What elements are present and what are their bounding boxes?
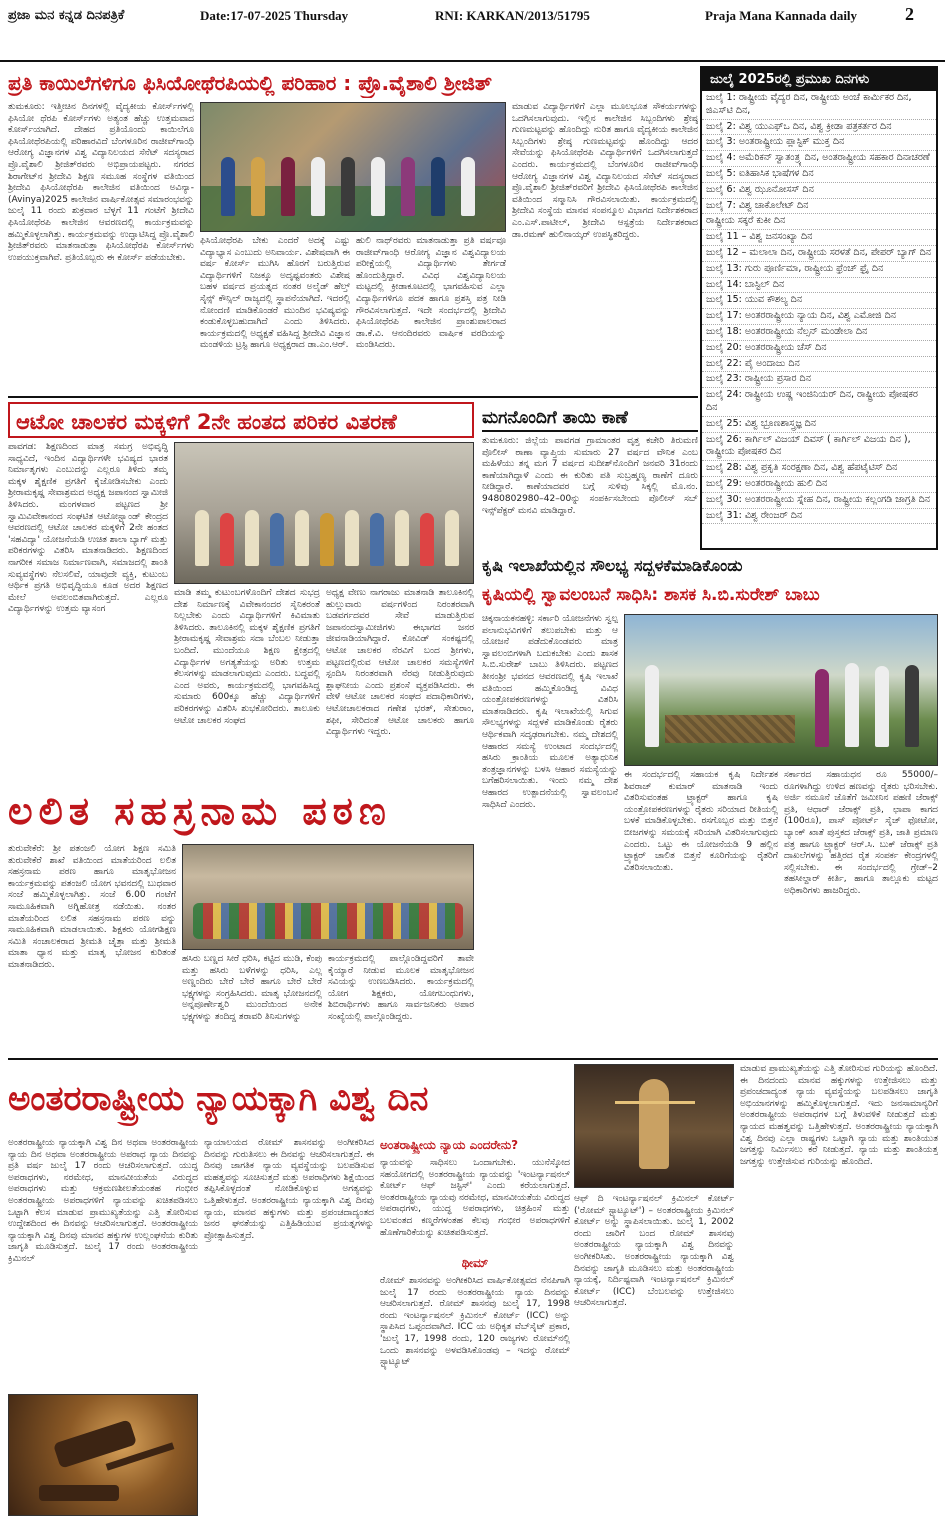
story2-column-2: ಮಾಡಿ ತಮ್ಮ ಕುಟುಂಬಗಳೊಂದಿಗೆ ದೇಶದ ಸುಭದ್ರ ದೇಶ ನಿರ್ಮಾಣಕ್ಕೆ ವಿವೇಕಾನಂದರ ಸೈನಿಕರಂತೆ ನಿಲ್ಲಬೇಕು ಎಂದು ವಿದ್ಯಾರ್ಥಿಗಳಿಗೆ ಕಿವಿಮಾತು ತಿಳಿಸಿದರು. ತಾಲೂಕಿನಲ್ಲಿ ಮಕ್ಕಳ ಶೈಕ್ಷಣಿಕ ಪ್ರಗತಿಗೆ ಶ್ರೀರಾಮಕೃಷ್ಣ ಸೇವಾಶ್ರಮ ಸದಾ ಬೆಂಬಲ ನೀಡುತ್ತಾ ಬಂದಿದೆ. ಮುಂದೆಯೂ ಶಿಕ್ಷಣ ಕ್ಷೇತ್ರದಲ್ಲಿ ವಿದ್ಯಾರ್ಥಿಗಳ ಅಗತ್ಯತೆಯನ್ನು ಅರಿತು ಉತ್ತಮ ಕೆಲಸಗಳನ್ನು ಮಾಡಲಾಗುವುದು ಎಂದರು. ಬದ್ಧವಲ್ಲಿ ಎಂದ ಅವರು, ಕಾರ್ಯಕ್ರಮದಲ್ಲಿ ಭಾಗವಹಿಸಿದ್ದ ಸುಮಾರು 600ಕ್ಕೂ ಹೆಚ್ಚು ವಿದ್ಯಾರ್ಥಿಗಳಿಗೆ ಪರಿಕರಗಳನ್ನು ವಿತರಿಸಿ ಶುಭಕೋರಿದರು. ತಾಲೂಕು ಆಟೋ ಚಾಲಕರ ಸಂಘದ xyxy=(174,588,320,726)
july-day-item: ಜುಲೈ 30: ಅಂತರರಾಷ್ಟ್ರೀಯ ಸ್ನೇಹ ದಿನ, ರಾಷ್ಟ್ರೀಯ ಕಲ್ಲಂಗಡಿ ಜಾಗ್ರತಿ ದಿನ xyxy=(702,493,936,509)
page-number: 2 xyxy=(905,4,914,24)
gavel-photo xyxy=(8,1394,198,1516)
newspaper-logo: ಪ್ರಜಾ ಮನ ಕನ್ನಡ ದಿನಪತ್ರಿಕೆ xyxy=(8,8,125,23)
july-day-item: ಜುಲೈ 23: ರಾಷ್ಟ್ರೀಯ ಪ್ರಸಾರ ದಿನ xyxy=(702,372,936,388)
july-day-item: ಜುಲೈ 25: ವಿಶ್ವ ಭ್ರೂಣಶಾಸ್ತ್ರಜ್ಞ ದಿನ xyxy=(702,417,936,433)
july-day-item: ಜುಲೈ 15: ಯುವ ಕೌಶಲ್ಯ ದಿನ xyxy=(702,293,936,309)
story5-headline: ಲಲಿತ ಸಹಸ್ರನಾಮ ಪಠಣ xyxy=(8,789,392,833)
july-day-item: ಜುಲೈ 20: ಅಂತರರಾಷ್ಟ್ರೀಯ ಚೆಸ್ ದಿನ xyxy=(702,341,936,357)
july-day-item: ಜುಲೈ 5: ಐತಿಹಾಸಿಕ ಭಾಷೆಗಳ ದಿನ xyxy=(702,167,936,183)
july-day-item: ಜುಲೈ 24: ರಾಷ್ಟ್ರೀಯ ಉಷ್ಣ ಇಂಜಿನಿಯರ್ ದಿನ, ರಾಷ್ಟ್ರೀಯ ಪೋಷಕರ ದಿನ xyxy=(702,388,936,417)
story1-column-4: ಮಾಡುವ ವಿದ್ಯಾರ್ಥಿಗಳಿಗೆ ಎಲ್ಲಾ ಮೂಲಭೂತ ಸೌಕರ್ಯಗಳನ್ನು ಒದಗಿಸಲಾಗುವುದು. ಇಲ್ಲಿನ ಕಾಲೇಜಿನ ಸಿಬ್ಬಂದಿಗಳು ಶ್ರೇಷ್ಠ ಗುಣಮಟ್ಟವನ್ನು ಹೊಂದಿದ್ದು ನುರಿತ ಹಾಗೂ ವೈದ್ಯಕೀಯ ಕಾಲೇಜಿನ ಸಿಬ್ಬಂದಿಗಳು ಶ್ರೇಷ್ಠ ಗುಣಮಟ್ಟವನ್ನು ಹೊಂದಿದ್ದು ಆದರ ಸೇವೆಯನ್ನು ಫಿಸಿಯೋಥೆರಪಿ ವಿದ್ಯಾರ್ಥಿಗಳಿಗೆ ಒದಗಿಸಲಾಗುತ್ತದೆ ಎಂದರು. ಕಾರ್ಯಕ್ರಮದಲ್ಲಿ ಬೆಂಗಳೂರಿನ ರಾಜೀವ್‌ಗಾಂಧಿ ಆರೋಗ್ಯ ವಿಜ್ಞಾನಗಳ ವಿಶ್ವ ವಿದ್ಯಾನಿಲಯದ ಸೆನೆಟ್ ಸದಸ್ಯರಾದ ಪ್ರೊ.ವೈಶಾಲಿ ಶ್ರೀಜಿತ್‌ರವರಿಗೆ ಶ್ರೀದೇವಿ ಫಿಸಿಯೋಥೆರಪಿ ಕಾಲೇಜಿನ ವತಿಯಿಂದ ಸನ್ಮಾನಿಸಿ ಗೌರವಿಸಲಾಯಿತು. ಕಾರ್ಯಕ್ರಮದಲ್ಲಿ ಶ್ರೀದೇವಿ ಸಂಸ್ಥೆಯ ಮಾನವ ಸಂಪನ್ಮೂಲ ವಿಭಾಗದ ನಿರ್ದೇಶಕರಾದ ಎಂ.ಎಸ್.ಪಾಟೀಲ್, ಶ್ರೀದೇವಿ ಆಸ್ಪತ್ರೆಯ ನಿರ್ದೇಶಕರಾದ ಡಾ.ರಮಣ್ ಹುಲಿನಾಯ್ಕರ್ ಉಪಸ್ಥಿತರಿದ್ದರು. xyxy=(512,102,698,240)
july-day-item: ಜುಲೈ 6: ವಿಶ್ವ ಝೂನೋಸಸ್ ದಿನ xyxy=(702,183,936,199)
story4-column-2: ಈ ಸಂದರ್ಭದಲ್ಲಿ ಸಹಾಯಕ ಕೃಷಿ ನಿರ್ದೇಶಕ ಶಿವರಾಜ್ ಕುಮಾರ್ ಮಾತನಾಡಿ ಇಂದು ವಿತರಿಸುವಂತಹ ಟ್ರ್ಯಾಕ್ಟರ್ ಹಾಗೂ ಕೃಷಿ ಯಂತ್ರೋಪಕರಣಗಳನ್ನು ರೈತರು ಸರಿಯಾದ ರೀತಿಯಲ್ಲಿ ಬಳಕೆ ಮಾಡಿಕೊಳ್ಳಬೇಕು. ರಸಗೊಬ್ಬರ ಮತ್ತು ಬಿತ್ತನೆ ಬೀಜಗಳನ್ನು ಸಮಯಕ್ಕೆ ಸರಿಯಾಗಿ ವಿತರಿಸಲಾಗುವುದು ಎಂದರು. ಒಟ್ಟು ಈ ಯೋಜನೆಯಡಿ 9 ಹಲ್ಲಿನ ಟ್ರ್ಯಾಕ್ಟರ್ ಚಾಲಿತ ಬಿತ್ತನೆ ಕೂರಿಗೆಯನ್ನು ರೈತರಿಗೆ ವಿತರಿಸಲಾಯಿತು. xyxy=(624,770,778,873)
issue-date: Date:17-07-2025 Thursday xyxy=(200,8,349,23)
story6-subhead-theme: ಥೀಮ್ xyxy=(461,1256,489,1270)
story1-photo xyxy=(200,102,506,232)
july-day-item: ಜುಲೈ 17: ಅಂತರರಾಷ್ಟ್ರೀಯ ನ್ಯಾಯ ದಿನ, ವಿಶ್ವ ಎಮೋಜಿ ದಿನ xyxy=(702,309,936,325)
story5-column-1: ತುರುವೇಕೆರೆ: ಶ್ರೀ ಪತಂಜಲಿ ಯೋಗ ಶಿಕ್ಷಣ ಸಮಿತಿ ತುರುವೇಕೆರೆ ಶಾಖೆ ವತಿಯಿಂದ ಮಾತೆಯರಿಂದ ಲಲಿತ ಸಹಸ್ರನಾಮ ಪಠಣ ಹಾಗೂ ಮಾತೃಭೋಜನ ಕಾರ್ಯಕ್ರಮವನ್ನು ಪತಂಜಲಿ ಯೋಗ ಭವನದಲ್ಲಿ ಬುಧವಾರ ಸಂಜೆ ಹಮ್ಮಿಕೊಳ್ಳಲಾಗಿತ್ತು. ಸಂಜೆ 6.00 ಗಂಟೆಗೆ ಸಾಮೂಹಿಕವಾಗಿ ಅಗ್ನಿಹೋತ್ರ ನಡೆಯಿತು. ನಂತರ ಮಾತೆಯರಿಂದ ಲಲಿತ ಸಹಸ್ರನಾಮ ಪಠಣ ವನ್ನು ಸಾಮೂಹಿಕವಾಗಿ ಮಾಡಲಾಯಿತು. ಶಿಕ್ಷಕರು ಯೋಗಶಿಕ್ಷಣ ಸಮಿತಿ ಸಂಚಾಲಕರಾದ ಶ್ರೀಮತಿ ಚೈತ್ರಾ ಮತ್ತು ಶ್ರೀಮತಿ ಮಾತಾ ಧ್ಯಾನ ಮತ್ತು ಮಾತೃ ಭೋಜನ ಕುರಿತಂತೆ ಮಾತನಾಡಿದರು. xyxy=(8,844,176,970)
july-day-item: ಜುಲೈ 13: ಗುರು ಪೂರ್ಣಿಮಾ, ರಾಷ್ಟ್ರೀಯ ಫ್ರೆಂಚ್ ಫ್ರೈ ದಿನ xyxy=(702,262,936,278)
divider xyxy=(8,1058,938,1060)
july-day-item: ಜುಲೈ 22: ಪೈ ಅಂದಾಜು ದಿನ xyxy=(702,357,936,373)
story6-column-6: ಮಾಡುವ ಪ್ರಾಮುಖ್ಯತೆಯನ್ನು ಎತ್ತಿ ತೋರಿಸುವ ಗುರಿಯನ್ನು ಹೊಂದಿದೆ. ಈ ದಿನದಂದು ಮಾನವ ಹಕ್ಕುಗಳನ್ನು ಉತ್ತೇಜಿಸಲು ಮತ್ತು ಪ್ರಪಂಚದಾದ್ಯಂತ ನ್ಯಾಯ ವ್ಯವಸ್ಥೆಯನ್ನು ಬಲಪಡಿಸಲು ಜಾಗೃತಿ ಅಭಿಯಾನಗಳನ್ನು ಹಮ್ಮಿಕೊಳ್ಳಲಾಗುತ್ತದೆ. ಇದು ಜನಸಾಮಾನ್ಯರಿಗೆ ಅಂತರರಾಷ್ಟ್ರೀಯ ಅಪರಾಧಗಳ ಬಗ್ಗೆ ತಿಳುವಳಿಕೆ ನೀಡುತ್ತದೆ ಮತ್ತು ನ್ಯಾಯದ ಮಹತ್ವವನ್ನು ಒತ್ತಿಹೇಳುತ್ತದೆ. ಅಂತರರಾಷ್ಟ್ರೀಯ ನ್ಯಾಯಕ್ಕಾಗಿ ವಿಶ್ವ ದಿನವು ಎಲ್ಲಾ ರಾಷ್ಟ್ರಗಳು ಒಟ್ಟಾಗಿ ನ್ಯಾಯ ಮತ್ತು ಶಾಂತಿಯುತ ಜಗತ್ತನ್ನು ನಿರ್ಮಿಸಲು ಕರೆ ನೀಡುತ್ತದೆ. ನ್ಯಾಯ ಮತ್ತು ಶಾಂತಿಯತ್ತ ಜಗತ್ತನ್ನು ಉತ್ತೇಜಿಸುವ ಗುರಿಯನ್ನು ಹೊಂದಿದೆ. xyxy=(740,1064,938,1167)
july-day-item: ಜುಲೈ 29: ಅಂತರರಾಷ್ಟ್ರೀಯ ಹುಲಿ ದಿನ xyxy=(702,477,936,493)
story4-column-1: ಚಿಕ್ಕನಾಯಕನಹಳ್ಳಿ: ಸರ್ಕಾರಿ ಯೋಜನೆಗಳು ಸ್ವಲ್ಪ ಪಲಾನುಭವಿಗಳಿಗೆ ತಲುಪಬೇಕು ಮತ್ತು ಆ ಯೋಜನೆ ಪಡೆದುಕೊಂಡವರು ಮಾತ್ರ ಸ್ವಾವಲಂಬಿಗಳಾಗಿ ಬದುಕಬೇಕು ಎಂದು ಶಾಸಕ ಸಿ.ಬಿ.ಸುರೇಶ್ ಬಾಬು ತಿಳಿಸಿದರು. ಪಟ್ಟಣದ ತೀನಂಶ್ರೀ ಭವನದ ಆವರಣದಲ್ಲಿ ಕೃಷಿ ಇಲಾಖೆ ವತಿಯಿಂದ ಹಮ್ಮಿಕೊಂಡಿದ್ದ ವಿವಿಧ ಯಂತ್ರೋಪಕರಣಗಳನ್ನು ವಿತರಿಸಿ ಮಾತನಾಡಿದರು. ಕೃಷಿ ಇಲಾಖೆಯಲ್ಲಿ ಸಿಗುವ ಸೌಲಭ್ಯಗಳನ್ನು ಸದ್ಬಳಕೆ ಮಾಡಿಕೊಂಡು ರೈತರು ಆರ್ಥಿಕವಾಗಿ ಸದೃಢರಾಗಬೇಕು. ನಮ್ಮ ದೇಶದಲ್ಲಿ ಆಹಾರದ ಸಮಸ್ಯೆ ಉಂಟಾದ ಸಂದರ್ಭದಲ್ಲಿ ಹಸಿರು ಕ್ರಾಂತಿಯ ಮೂಲಕ ಅತ್ಯಾಧುನಿಕ ತಂತ್ರಜ್ಞಾನಗಳನ್ನು ಬಳಸಿ ಆಹಾರ ಸಮಸ್ಯೆಯನ್ನು ಬಗೆಹರಿಸಲಾಯಿತು. ಇಂದು ನಮ್ಮ ದೇಶ ಆಹಾರದ ಉತ್ಪಾದನೆಯಲ್ಲಿ ಸ್ವಾವಲಂಬನೆ ಸಾಧಿಸಿದೆ ಎಂದರು. xyxy=(482,614,618,810)
story5-photo xyxy=(182,844,474,950)
story1-column-1: ತುಮಕೂರು: ಇತ್ತೀಚಿನ ದಿನಗಳಲ್ಲಿ ವೈದ್ಯಕೀಯ ಕೋರ್ಸ್‌ಗಳಲ್ಲಿ ಫಿಸಿಯೋ ಥೆರಪಿ ಕೋರ್ಸ್‌ಗಳು ಅತ್ಯಂತ ಹೆಚ್ಚು ಉತ್ತಮವಾದ ಕೋರ್ಸ್‌ಯಾಗಿದೆ. ದೇಹದ ಪ್ರತಿಯೊಂದು ಕಾಯಿಲೆಗೂ ಫಿಸಿಯೋಥೆರಪಿಯಲ್ಲಿ ಪರಿಹಾರವಿದೆ ಬೆಂಗಳೂರಿನ ರಾಜೀವ್‌ಗಾಂಧಿ ಆರೋಗ್ಯ ವಿಜ್ಞಾನಗಳ ವಿಶ್ವ ವಿದ್ಯಾನಿಲಯದ ಸೆನೆಟ್ ಸದಸ್ಯರಾದ ಪ್ರೊ.ವೈಶಾಲಿ ಶ್ರೀಜಿತ್‌ರವರು ಅಭಿಪ್ರಾಯಪಟ್ಟರು. ನಗರದ ಶಿರಾಗೇಟ್‌ನ ಶ್ರೀದೇವಿ ಶಿಕ್ಷಣ ಸಮೂಹ ಸಂಸ್ಥೆಗಳ ವತಿಯಿಂದ ಶ್ರೀದೇವಿ ಫಿಸಿಯೋಥೆರಪಿ ಕಾಲೇಜಿನ ವತಿಯಿಂದ ಅವಿನ್ಯಾ-(Avinya)2025 ಕಾಲೇಜಿನ ವಾರ್ಷಿಕೋತ್ಸವ ಸಮಾರಂಭವನ್ನು ಜುಲೈ 11 ರಂದು ಶುಕ್ರವಾರ ಬೆಳ್ಳಗೆ 11 ಗಂಟೆಗೆ ಶ್ರೀದೇವಿ ಫಿಸಿಯೋಥೆರಪಿ ಕಾಲೇಜಿನ ಆವರಣದಲ್ಲಿ ಕಾರ್ಯಕ್ರಮವನ್ನು ಹಮ್ಮಿಕೊಳ್ಳಲಾಗಿತ್ತು. ಕಾರ್ಯಕ್ರಮವನ್ನು ಉದ್ಘಾಟಿಸಿದ್ದ ಪ್ರೊ.ವೈಶಾಲಿ ಶ್ರೀಜಿತ್‌ರವರು ಮಾತನಾಡುತ್ತಾ ಫಿಸಿಯೋಥೆರಪಿ ಕೋರ್ಸ್‌ಗಳು ಉಪಯುಕ್ತವಾಗಿವೆ. ಪ್ರತಿಯೊಬ್ಬರು ಈ ಕೋರ್ಸ್ ಪಡೆಯಬೇಕು. xyxy=(8,102,194,263)
story5-column-3: ಕಾರ್ಯಕ್ರಮದಲ್ಲಿ ಪಾಲ್ಗೊಂಡಿದ್ದವರಿಗೆ ತಾವೇ ಕೈಯ್ಯಾರೆ ನೀಡುವ ಮೂಲಕ ಮಾತೃಭೋಜನ ಸವಿಯನ್ನು ಉಣಬಡಿಸಿದರು. ಕಾರ್ಯಕ್ರಮದಲ್ಲಿ ಯೋಗ ಶಿಕ್ಷಕರು, ಯೋಗಬಂಧುಗಳು, ಶಿಬಿರಾರ್ಥಿಗಳು ಹಾಗೂ ಸಾರ್ವಜನಿಕರು ಅಪಾರ ಸಂಖ್ಯೆಯಲ್ಲಿ ಪಾಲ್ಗೊಂಡಿದ್ದರು. xyxy=(328,954,474,1022)
story6-column-1: ಅಂತರರಾಷ್ಟ್ರೀಯ ನ್ಯಾಯಕ್ಕಾಗಿ ವಿಶ್ವ ದಿನ ಅಥವಾ ಅಂತರರಾಷ್ಟ್ರೀಯ ನ್ಯಾಯ ದಿನ ಅಥವಾ ಅಂತರರಾಷ್ಟ್ರೀಯ ಅಪರಾಧ ನ್ಯಾಯ ದಿನವನ್ನು ಪ್ರತಿ ವರ್ಷ ಜುಲೈ 17 ರಂದು ಆಚರಿಸಲಾಗುತ್ತದೆ. ಯುದ್ಧ ಅಪರಾಧಗಳು, ನರಮೇಧ, ಮಾನವೀಯತೆಯ ವಿರುದ್ಧದ ಅಪರಾಧಗಳು ಮತ್ತು ಆಕ್ರಮಣಶೀಲತೆಯಂತಹ ಗಂಭೀರ ಅಂತರರಾಷ್ಟ್ರೀಯ ಅಪರಾಧಗಳಿಗೆ ನ್ಯಾಯವನ್ನು ಖಚಿತಪಡಿಸಲು ಒಟ್ಟಾಗಿ ಕೆಲಸ ಮಾಡುವ ಪ್ರಾಮುಖ್ಯತೆಯನ್ನು ಎತ್ತಿ ತೋರಿಸುವ ಉದ್ದೇಶದಿಂದ ಈ ದಿನವನ್ನು ಆಚರಿಸಲಾಗುತ್ತದೆ. ಅಂತರರಾಷ್ಟ್ರೀಯ ನ್ಯಾಯಕ್ಕಾಗಿ ವಿಶ್ವ ದಿನವು ಮಾನವ ಹಕ್ಕುಗಳ ಉಲ್ಲಂಘನೆಯ ಕುರಿತು ಜಾಗೃತಿ ಮೂಡಿಸುತ್ತದೆ. ಜುಲೈ 17 ರಂದು ಅಂತರರಾಷ್ಟ್ರೀಯ ಕ್ರಿಮಿನಲ್ xyxy=(8,1138,198,1264)
july-day-item: ಜುಲೈ 7: ವಿಶ್ವ ಚಾಕೊಲೇಟ್ ದಿನ xyxy=(702,199,936,215)
story4-column-3: ಸರ್ಕಾರದ ಸಹಾಯಧನ ರೂ 55000/– ರೂಗಳಾಗಿದ್ದು ಉಳಿದ ಹಣವನ್ನು ರೈತರು ಭರಿಸಬೇಕು. ಅರ್ಜಿ ನಮೂನೆ ಜೊತೆಗೆ ಜಮೀನಿನ ಪಹಣಿ ಜೆರಾಕ್ಸ್ ಪ್ರತಿ, ಆಧಾರ್ ಜೆರಾಕ್ಸ್ ಪ್ರತಿ, ಛಾಪಾ ಕಾಗದ (100ರೂ), ಪಾಸ್ ಪೋರ್ಟ್ ಸೈಜ್ ಫೋಟೋ, ಬ್ಯಾಂಕ್ ಖಾತೆ ಪುಸ್ತಕದ ಜೆರಾಕ್ಸ್ ಪ್ರತಿ, ಜಾತಿ ಪ್ರಮಾಣ ಪತ್ರ ಹಾಗೂ ಟ್ರ್ಯಾಕ್ಟರ್ ಆರ್.ಸಿ. ಬುಕ್ ಜೆರಾಕ್ಸ್ ಪ್ರತಿ ದಾಖಲೆಗಳನ್ನು ಹತ್ತಿರದ ರೈತ ಸಂಪರ್ಕ ಕೇಂದ್ರಗಳಲ್ಲಿ ಸಲ್ಲಿಸಬೇಕು. ಈ ಸಂದರ್ಭದಲ್ಲಿ ಗ್ರೇಡ್–2 ತಹಸೀಲ್ದಾರ್ ಕೀರ್ತಿ, ಹಾಗೂ ತಾಲ್ಲೂಕು ಮಟ್ಟದ ಅಧಿಕಾರಿಗಳು ಹಾಜರಿದ್ದರು. xyxy=(784,770,938,896)
july-day-item: ಜುಲೈ 26: ಕಾರ್ಗಿಲ್ ವಿಜಯ್ ದಿವಸ್ ( ಕಾರ್ಗಿಲ್ ವಿಜಯ ದಿನ ), ರಾಷ್ಟ್ರೀಯ ಪೋಷಕರ ದಿನ xyxy=(702,433,936,462)
story6-column-5: ಆಫ್ ದಿ ಇಂಟರ್ನ್ಯಾಷನಲ್ ಕ್ರಿಮಿನಲ್ ಕೋರ್ಟ್ ('ರೋಮ್ ಸ್ಟ್ಯಾಟ್ಯೂಟ್') – ಅಂತರರಾಷ್ಟ್ರೀಯ ಕ್ರಿಮಿನಲ್ ಕೋರ್ಟ್ ಅನ್ನು ಸ್ಥಾಪಿಸಲಾಯಿತು. ಜುಲೈ 1, 2002 ರಂದು ಜಾರಿಗೆ ಬಂದ ರೋಮ್ ಶಾಸನವು ಅಂತರರಾಷ್ಟ್ರೀಯ ನ್ಯಾಯಕ್ಕಾಗಿ ವಿಶ್ವ ದಿನವನ್ನು ಅಂಗೀಕರಿಸಿತು. ಅಂತರರಾಷ್ಟ್ರೀಯ ನ್ಯಾಯಕ್ಕಾಗಿ ವಿಶ್ವ ದಿನವನ್ನು ಜಾಗೃತಿ ಮೂಡಿಸಲು ಮತ್ತು ಅಂತರರಾಷ್ಟ್ರೀಯ ನ್ಯಾಯಕ್ಕೆ, ನಿರ್ದಿಷ್ಟವಾಗಿ ಇಂಟರ್ನ್ಯಾಷನಲ್ ಕ್ರಿಮಿನಲ್ ಕೋರ್ಟ್ (ICC) ಬೆಂಬಲವನ್ನು ಉತ್ತೇಜಿಸಲು ಆಚರಿಸಲಾಗುತ್ತದೆ. xyxy=(574,1194,734,1309)
july-day-item: ಜುಲೈ 2: ವಿಶ್ವ ಯುಎಫ್‌ಒ ದಿನ, ವಿಶ್ವ ಕ್ರೀಡಾ ಪತ್ರಕರ್ತರ ದಿನ xyxy=(702,120,936,136)
story3-headline: ಮಗನೊಂದಿಗೆ ತಾಯಿ ಕಾಣೆ xyxy=(482,404,698,432)
story1-column-3: ಹುಲಿ ನಾಥ್‌ರವರು ಮಾತನಾಡುತ್ತಾ ಪ್ರತಿ ವರ್ಷವೂ ರಾಜೀವ್‌ಗಾಂಧಿ ಆರೋಗ್ಯ ವಿಜ್ಞಾನ ವಿಶ್ವವಿದ್ಯಾಲಯ ಪರೀಕ್ಷೆಯಲ್ಲಿ ವಿದ್ಯಾರ್ಥಿಗಳು ತೇರ್ಗಡೆ ಹೊಂದುತ್ತಿದ್ದಾರೆ. ವಿವಿಧ ವಿಶ್ವವಿದ್ಯಾನಿಲಯ ಮಟ್ಟದಲ್ಲಿ ಕ್ರೀಡಾಕೂಟದಲ್ಲಿ ಭಾಗವಹಿಸುವ ಎಲ್ಲಾ ವಿದ್ಯಾರ್ಥಿಗಳಿಗೂ ಪದಕ ಹಾಗೂ ಪ್ರಶಸ್ತಿ ಪತ್ರ ನೀಡಿ ಗೌರವಿಸಲಾಗುತ್ತದೆ. ಇದೇ ಸಂದರ್ಭದಲ್ಲಿ ಶ್ರೀದೇವಿ ಫಿಸಿಯೋಥೆರಪಿ ಕಾಲೇಜಿನ ಪ್ರಾಂಶುಪಾಲರಾದ ಡಾ.ಕೆ.ವಿ. ಆನಂದಿರವರು ವಾರ್ಷಿಕ ವರದಿಯನ್ನು ಮಂಡಿಸಿದರು. xyxy=(356,236,506,351)
story1-headline: ಪ್ರತಿ ಕಾಯಿಲೆಗಳಿಗೂ ಫಿಸಿಯೋಥೆರಪಿಯಲ್ಲಿ ಪರಿಹಾರ : ಪ್ರೊ.ವೈಶಾಲಿ ಶ್ರೀಜಿತ್ xyxy=(8,71,492,95)
rni-number: RNI: KARKAN/2013/51795 xyxy=(435,8,590,23)
story3-body: ತುಮಕೂರು: ಜಿಲ್ಲೆಯ ಪಾವಗಡ ಗ್ರಾಮಾಂತರ ವೃತ್ತ ಕಚೇರಿ ತಿರುಮಣಿ ಪೊಲೀಸ್ ಠಾಣಾ ವ್ಯಾಪ್ತಿಯ ಸುಮಾರು 27 ವರ್ಷದ ವೌನಿಕ ಎಂಬ ಮಹಿಳೆಯು ತನ್ನ ಮಗ 7 ವರ್ಷದ ಸುದೀಶ್‌ನೊಂದಿಗೆ ಜನವರಿ 31ರಂದು ಕಾಣೆಯಾಗಿದ್ದಾಳೆ ಎಂದು ಈ ಕುರಿತು ಪತಿ ಸುಬ್ರಹ್ಮಣ್ಯ ಠಾಣೆಗೆ ದೂರು ನೀಡಿದ್ದಾರೆ. ಕಾಣೆಯಾದವರ ಬಗ್ಗೆ ಸುಳಿವು ಸಿಕ್ಕಲ್ಲಿ ಮೊ.ನಂ. 9480802980–42–00ನ್ನು ಸಂಪರ್ಕಿಸಬೇಂದು ಪೊಲೀಸ್ ಸಬ್ ಇನ್ಸ್‌ಪೆಕ್ಟರ್ ಮನವಿ ಮಾಡಿದ್ದಾರೆ. xyxy=(482,436,698,516)
july-important-days-box xyxy=(700,66,938,550)
story4-headline: ಕೃಷಿಯಲ್ಲಿ ಸ್ವಾವಲಂಬನೆ ಸಾಧಿಸಿ: ಶಾಸಕ ಸಿ.ಬಿ.ಸುರೇಶ್ ಬಾಬು xyxy=(482,585,820,605)
paper-name: Praja Mana Kannada daily xyxy=(705,8,858,23)
story6-subhead-what-is: ಅಂತರಾಷ್ಟ್ರೀಯ ನ್ಯಾಯ ಎಂದರೇನು? xyxy=(380,1138,519,1152)
story2-photo xyxy=(174,442,474,584)
story6-column-2: ನ್ಯಾಯಾಲಯದ ರೋಮ್ ಶಾಸನವನ್ನು ಅಂಗೀಕರಿಸಿದ ದಿನವನ್ನು ಗುರುತಿಸಲು ಈ ದಿನವನ್ನು ಆಚರಿಸಲಾಗುತ್ತದೆ. ಈ ದಿನವು ಜಾಗತಿಕ ನ್ಯಾಯ ವ್ಯವಸ್ಥೆಯನ್ನು ಬಲಪಡಿಸುವ ಮಹತ್ವವನ್ನು ಸೂಚಿಸುತ್ತದೆ ಮತ್ತು ಅಪರಾಧಿಗಳು ಶಿಕ್ಷೆಯಿಂದ ತಪ್ಪಿಸಿಕೊಳ್ಳದಂತೆ ನೋಡಿಕೊಳ್ಳುವ ಅಗತ್ಯವನ್ನು ಒತ್ತಿಹೇಳುತ್ತದೆ. ಅಂತರರಾಷ್ಟ್ರೀಯ ನ್ಯಾಯಕ್ಕಾಗಿ ವಿಶ್ವ ದಿನವು ನ್ಯಾಯ, ಮಾನವ ಹಕ್ಕುಗಳು ಮತ್ತು ಪ್ರಪಂಚದಾದ್ಯಂತದ ಜನರ ಘನತೆಯನ್ನು ಎತ್ತಿಹಿಡಿಯುವ ಪ್ರಯತ್ನಗಳನ್ನು ಪ್ರೋತ್ಸಾಹಿಸುತ್ತದೆ. xyxy=(204,1138,374,1241)
story6-column-3: ನ್ಯಾಯವನ್ನು ಸಾಧಿಸಲು ಒಂದಾಗಬೇಕು. ಯುನೆಸ್ಕೋದ ಸಹಯೋಗದಲ್ಲಿ ಅಂತರರಾಷ್ಟ್ರೀಯ ನ್ಯಾಯವನ್ನು 'ಇಂಟರ್ನ್ಯಾಷನಲ್ ಕೋರ್ಟ್ ಆಫ್ ಜಸ್ಟಿಸ್' ಎಂದು ಕರೆಯಲಾಗುತ್ತದೆ. ಅಂತರರಾಷ್ಟ್ರೀಯ ನ್ಯಾಯವು ನರಮೇಧ, ಮಾನವೀಯತೆಯ ವಿರುದ್ಧದ ಅಪರಾಧಗಳು, ಯುದ್ಧ ಅಪರಾಧಗಳು, ಚಿತ್ರಹಿಂಸೆ ಮತ್ತು ಬಲವಂತದ ಕಣ್ಮರೆಗಳಂತಹ ಕೆಲವು ಗಂಭೀರ ಅಪರಾಧಗಳಿಗೆ ಹೊಣೆಗಾರಿಕೆಯನ್ನು ಖಚಿತಪಡಿಸುತ್ತದೆ. xyxy=(380,1158,570,1238)
story4-kicker: ಕೃಷಿ ಇಲಾಖೆಯಲ್ಲಿನ ಸೌಲಭ್ಯ ಸದ್ಬಳಕೆಮಾಡಿಕೊಂಡು xyxy=(482,556,743,575)
july-day-item: ಜುಲೈ 12 – ಮಲಾಲಾ ದಿನ, ರಾಷ್ಟ್ರೀಯ ಸರಳತೆ ದಿನ, ಪೇಪರ್ ಬ್ಯಾಗ್ ದಿನ xyxy=(702,246,936,262)
july-day-item: ಜುಲೈ 18: ಅಂತರರಾಷ್ಟ್ರೀಯ ನೆಲ್ಸನ್ ಮಂಡೇಲಾ ದಿನ xyxy=(702,325,936,341)
story6-column-4: ರೋಮ್ ಶಾಸನವನ್ನು ಅಂಗೀಕರಿಸಿದ ವಾರ್ಷಿಕೋತ್ಸವದ ನೆನಪಿಗಾಗಿ ಜುಲೈ 17 ರಂದು ಅಂತರರಾಷ್ಟ್ರೀಯ ನ್ಯಾಯ ದಿನವನ್ನು ಆಚರಿಸಲಾಗುತ್ತದೆ. ರೋಮ್ ಶಾಸನವು ಜುಲೈ 17, 1998 ರಂದು ಇಂಟರ್ನ್ಯಾಷನಲ್ ಕ್ರಿಮಿನಲ್ ಕೋರ್ಟ್ (ICC) ಅನ್ನು ಸ್ಥಾಪಿಸಿದ ಒಪ್ಪಂದವಾಗಿದೆ. ICC ಯ ಅಧಿಕೃತ ವೆಬ್‌ಸೈಟ್ ಪ್ರಕಾರ, 'ಜುಲೈ 17, 1998 ರಂದು, 120 ರಾಜ್ಯಗಳು ರೋಮ್‌ನಲ್ಲಿ ಒಂದು ಶಾಸನವನ್ನು ಅಳವಡಿಸಿಕೊಂಡವು – ಇದನ್ನು ರೋಮ್ ಸ್ಟ್ಯಾಟ್ಯೂಟ್ xyxy=(380,1276,570,1368)
story6-headline: ಅಂತರರಾಷ್ಟ್ರೀಯ ನ್ಯಾಯಕ್ಕಾಗಿ ವಿಶ್ವ ದಿನ xyxy=(8,1079,429,1119)
story4-photo xyxy=(624,614,938,766)
story5-column-2: ಹಸಿರು ಬಣ್ಣದ ಸೀರೆ ಧರಿಸಿ, ಕಟ್ಟಿದ ಮುಡಿ, ಕೆಂಪು ಮತ್ತು ಹಸಿರು ಬಳೆಗಳನ್ನು ಧರಿಸಿ, ಎಲ್ಲ ಅಣ್ಣಂದಿರು ಬೇರೆ ಬೇರೆ ಹಾಗೂ ಬೇರೆ ಬೇರೆ ಭಕ್ಷ್ಯಗಳನ್ನು ಸಂಗ್ರಹಿಸಿದರು. ಮಾತೃ ಭೋಜನದಲ್ಲಿ ಅನ್ನಪೂರ್ಣೇಶ್ವರಿ ಮುಂದೆಯಿಂದ ಅನೇಕ ಭಕ್ಷ್ಯಗಳನ್ನು ತಂದಿದ್ದ ತರಾವರಿ ತಿನಿಸುಗಳನ್ನು xyxy=(182,954,322,1022)
july-day-item: ಜುಲೈ 4: ಅಮೆರಿಕನ್ ಸ್ವಾತಂತ್ರ್ಯ ದಿನ, ಅಂತರಾಷ್ಟ್ರೀಯ ಸಹಕಾರ ದಿನಾಚರಣೆ xyxy=(702,151,936,167)
july-days-list xyxy=(702,91,936,543)
july-day-item: ಜುಲೈ 1: ರಾಷ್ಟ್ರೀಯ ವೈದ್ಯರ ದಿನ, ರಾಷ್ಟ್ರೀಯ ಅಂಚೆ ಕಾರ್ಮಿಕರ ದಿನ, ಜಿಎಸ್‌ಟಿ ದಿನ, xyxy=(702,91,936,120)
july-box-title: ಜುಲೈ 2025ರಲ್ಲಿ ಪ್ರಮುಖ ದಿನಗಳು xyxy=(702,68,936,91)
july-day-item: ಜುಲೈ 11 – ವಿಶ್ವ ಜನಸಂಖ್ಯಾ ದಿನ xyxy=(702,230,936,246)
july-day-item: ಜುಲೈ 31: ವಿಶ್ವ ರೇಂಜರ್ ದಿನ xyxy=(702,509,936,525)
lady-justice-photo xyxy=(574,1064,734,1188)
divider xyxy=(8,396,698,398)
story1-column-2: ಫಿಸಿಯೋಥೆರಪಿ ಬೇಕು ಎಂದರೆ ಅದಕ್ಕೆ ಎಷ್ಟು ವಿದ್ಯಾಭ್ಯಾಸ ಎಂಬುದು ಅನಿವಾರ್ಯ. ವಿಶೇಷವಾಗಿ ಈ ವರ್ಷ ಕೋರ್ಸ್ ಮುಗಿಸಿ ಹೊರಗೆ ಬರುತ್ತಿರುವ ವಿದ್ಯಾರ್ಥಿಗಳಿಗೆ ನಿಜಕ್ಕೂ ಅದೃಷ್ಟವಂತರು ವಿಶೇಷ ಬಹಳ ವರ್ಷದ ಪ್ರಯತ್ನದ ನಂತರ ಅಲೈಡ್ ಹೆಲ್ತ್ ಸೈನ್ಸ್ ಕೌನ್ಸಿಲ್ ರಾಜ್ಯದಲ್ಲಿ ಸ್ಥಾಪನೆಯಾಗಿದೆ. ಇದರಲ್ಲಿ ನೋಂದಣಿ ಮಾಡಿಕೊಂಡರೆ ಮುಂದಿನ ಭವಿಷ್ಯವನ್ನು ಕಂಡುಕೊಳ್ಳಬಹುದಾಗಿದೆ ಎಂದು ತಿಳಿಸಿದರು. ಕಾರ್ಯಕ್ರಮದಲ್ಲಿ ಅಧ್ಯಕ್ಷತೆ ವಹಿಸಿದ್ದ ಶ್ರೀದೇವಿ ವಿಜ್ಞಾನ ಮಂಡಳಿಯ ಟ್ರಸ್ಟಿ ಹಾಗೂ ಅಧ್ಯಕ್ಷರಾದ ಡಾ.ಎಂ.ಆರ್. xyxy=(200,236,350,351)
july-day-item: ಜುಲೈ 14: ಬಾಸ್ಟಿಲ್ ದಿನ xyxy=(702,278,936,294)
story2-column-1: ಪಾವಗಡ: ಶಿಕ್ಷಣದಿಂದ ಮಾತ್ರ ಸಮಗ್ರ ಅಭಿವೃದ್ಧಿ ಸಾಧ್ಯವಿದೆ, ಇಂದಿನ ವಿದ್ಯಾರ್ಥಿಗಳೇ ಭವಿಷ್ಯದ ಭಾರತ ನಿರ್ಮಾತೃಗಳು ಎಂಬುದನ್ನು ಎಲ್ಲರೂ ತಿಳಿದು ತಮ್ಮ ಮಕ್ಕಳ ಶೈಕ್ಷಣಿಕ ಪ್ರಗತಿಗೆ ಕೈಜೋಡಿಸಬೇಕು ಎಂದು ಶ್ರೀರಾಮಕೃಷ್ಣ ಸೇವಾಶ್ರಮದ ಅಧ್ಯಕ್ಷ ಜಪಾನಂದ ಸ್ವಾಮೀಜಿ ತಿಳಿಸಿದರು. ಮಂಗಳವಾರ ಪಟ್ಟಣದ ಶ್ರೀ ಸ್ವಾಮಿವಿವೇಕಾನಂದ ಸಂಘಟಿತ ಆಟೋಸ್ಟ್ಯಾಂಡ್ ಕೇಂದ್ರದ ಆವರಣದಲ್ಲಿ ಆಟೋ ಚಾಲಕರ ಮಕ್ಕಳಿಗೆ 2ನೇ ಹಂತದ 'ಸಹವಿದ್ಯಾ' ಯೋಜನೆಯಡಿ ಉಚಿತ ಶಾಲಾ ಬ್ಯಾಗ್ ಮತ್ತು ಪರಿಕರಗಳನ್ನು ವಿತರಿಸಿ ಮಾತನಾಡಿದರು. ಶಿಕ್ಷಣದಿಂದ ನಾಗರೀಕ ಸಮಾಜ ನಿರ್ಮಾಣವಾಗಿ, ಸಮಾಜದಲ್ಲಿ ಶಾಂತಿ ಸುವ್ಯವಸ್ಥೆಗಳು ನೆಲಸಲಿವೆ, ಯಾವುದೇ ವ್ಯಕ್ತಿ, ಕುಟುಂಬ ಆರ್ಥಿಕ ಪ್ರಗತಿ ಅಭಿವೃದ್ಧಿಯೂ ಕೂಡ ಅದರ ಶಿಕ್ಷಣದ ಮೇಲೆ ಅವಲಂಬಿತವಾಗಿರುತ್ತದೆ. ಎಲ್ಲರೂ ವಿದ್ಯಾರ್ಥಿಗಳನ್ನು ಉತ್ತಮ ವ್ಯಾಸಂಗ xyxy=(8,442,168,615)
july-day-item: ರಾಷ್ಟ್ರೀಯ ಸಕ್ಕರೆ ಕುಕೀ ದಿನ xyxy=(702,214,936,230)
july-day-item: ಜುಲೈ 28: ವಿಶ್ವ ಪ್ರಕೃತಿ ಸಂರಕ್ಷಣಾ ದಿನ, ವಿಶ್ವ ಹೆಪಟೈಟಿಸ್ ದಿನ xyxy=(702,461,936,477)
story2-column-3: ಅಧ್ಯಕ್ಷ ವೇಣು ನಾಗರಾಜು ಮಾತನಾಡಿ ತಾಲೂಕಿನಲ್ಲಿ ಹುಲ್ಲುವಾರು ವರ್ಷಗಳಿಂದ ನಿರಂತರವಾಗಿ ಬಡವರ್ಗದವರ ಸೇವೆ ಮಾಡುತ್ತಿರುವ ಜಪಾನಂದಸ್ವಾಮೀಜಿಗಳು ಈಭಾಗದ ಜನರ ಜೀವನಾಡಿಯಾಗಿದ್ದಾರೆ. ಕೋವಿಡ್ ಸಂಕಷ್ಟದಲ್ಲಿ ಆಟೋ ಚಾಲಕರ ನೆರವಿಗೆ ಬಂದ ಶ್ರೀಗಳು, ಪಟ್ಟಣದಲ್ಲಿರುವ ಆಟೋ ಚಾಲಕರ ಸಮಸ್ಯೆಗಳಿಗೆ ಸ್ಪಂದಿಸಿ ನಿರಂತರವಾಗಿ ನೆರವು ನೀಡುತ್ತಿರುವುದು ಶ್ಲಾಘನೀಯ ಎಂದು ಪ್ರಶಂಸೆ ವ್ಯಕ್ತಪಡಿಸಿದರು. ಈ ವೇಳೆ ಆಟೋ ಚಾಲಕರ ಸಂಘದ ಪದಾಧಿಕಾರಿಗಳು, ಆಟೋಚಾಲಕರಾದ ಗಣೇಶ ಭರತ್, ಸೇತುರಾಂ, ಶಫೀ, ಸೇರಿದಂತೆ ಆಟೋ ಚಾಲಕರು ಹಾಗೂ ವಿದ್ಯಾರ್ಥಿಗಳು ಇದ್ದರು. xyxy=(326,588,474,738)
story2-headline: ಆಟೋ ಚಾಲಕರ ಮಕ್ಕಳಿಗೆ 2ನೇ ಹಂತದ ಪರಿಕರ ವಿತರಣೆ xyxy=(8,402,474,438)
july-day-item: ಜುಲೈ 3: ಅಂತರಾಷ್ಟ್ರೀಯ ಪ್ಲಾಸ್ಟಿಕ್ ಮುಕ್ತ ದಿನ xyxy=(702,135,936,151)
masthead xyxy=(0,0,945,62)
